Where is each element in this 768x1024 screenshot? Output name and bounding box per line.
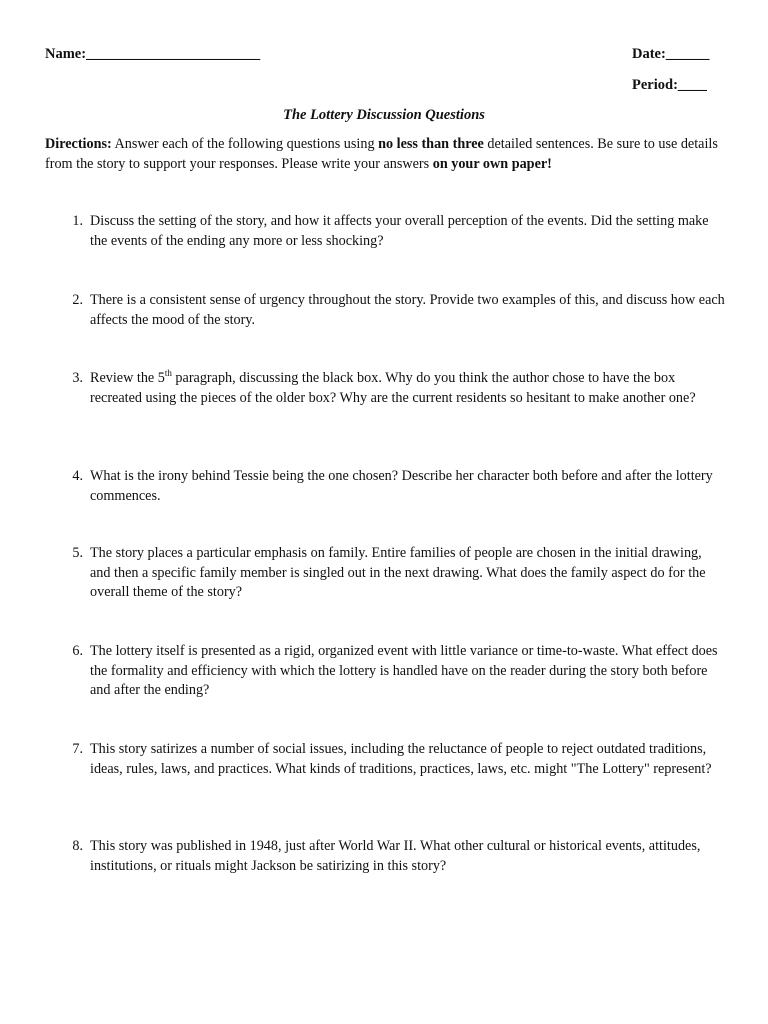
question-text: What is the irony behind Tessie being the one chosen? Describe her character both before and after the lottery commences. [90,468,713,504]
question-text: The lottery itself is presented as a rigid, organized event with little variance or time-to-waste. What effect does the formality and efficiency with which the lottery is handled have on the reader during the story both before and after the ending? [90,643,718,698]
question-number: 2. [72,292,83,308]
question-text: This story was published in 1948, just after World War II. What other cultural or historical events, attitudes, institutions, or rituals might Jackson be satirizing in this story? [90,838,701,874]
question-text: The story places a particular emphasis on family. Entire families of people are chosen in the initial drawing, and then a specific family member is singled out in the next drawing. What does the family aspect do for the overall theme of the story? [90,545,706,600]
question-text: Discuss the setting of the story, and how it affects your overall perception of the events. Did the setting make the events of the ending any more or less shocking? [90,213,709,249]
question-number: 5. [72,545,83,561]
question-number: 3. [72,370,83,386]
directions-label: Directions: [45,136,112,152]
question-number: 8. [72,838,83,854]
question-text: There is a consistent sense of urgency throughout the story. Provide two examples of this, and discuss how each affects the mood of the story. [90,292,725,328]
question-text: This story satirizes a number of social issues, including the reluctance of people to reject outdated traditions, ideas, rules, laws, and practices. What kinds of traditions, practices, laws, etc. might "The Lottery" represent? [90,741,712,777]
directions-text-2: detailed sentences. Be sure to use details from the story to support your responses. Please write your answers [45,136,718,172]
directions-emphasis-1: no less than three [378,136,484,152]
question-number: 1. [72,213,83,229]
directions-text-1: Answer each of the following questions using [114,136,379,152]
question-text-part: paragraph, discussing the black box. Why do you think the author chose to have the box recreated using the pieces of the older box? Why are the current residents so hesitant to make another one? [90,370,696,406]
directions-paragraph [45,135,735,174]
question-number: 7. [72,741,83,757]
period-line: Period:____ [632,77,707,93]
question-text [90,369,725,408]
name-line: Name:________________________ [45,46,261,62]
directions-emphasis-2: on your own paper! [432,155,552,172]
ordinal-superscript: th [164,368,172,378]
question-number: 6. [72,643,83,659]
date-line: Date:______ [632,46,710,62]
question-text-part: Review the 5 [90,370,165,386]
question-number: 4. [72,468,83,484]
worksheet-title: The Lottery Discussion Questions [283,107,485,123]
